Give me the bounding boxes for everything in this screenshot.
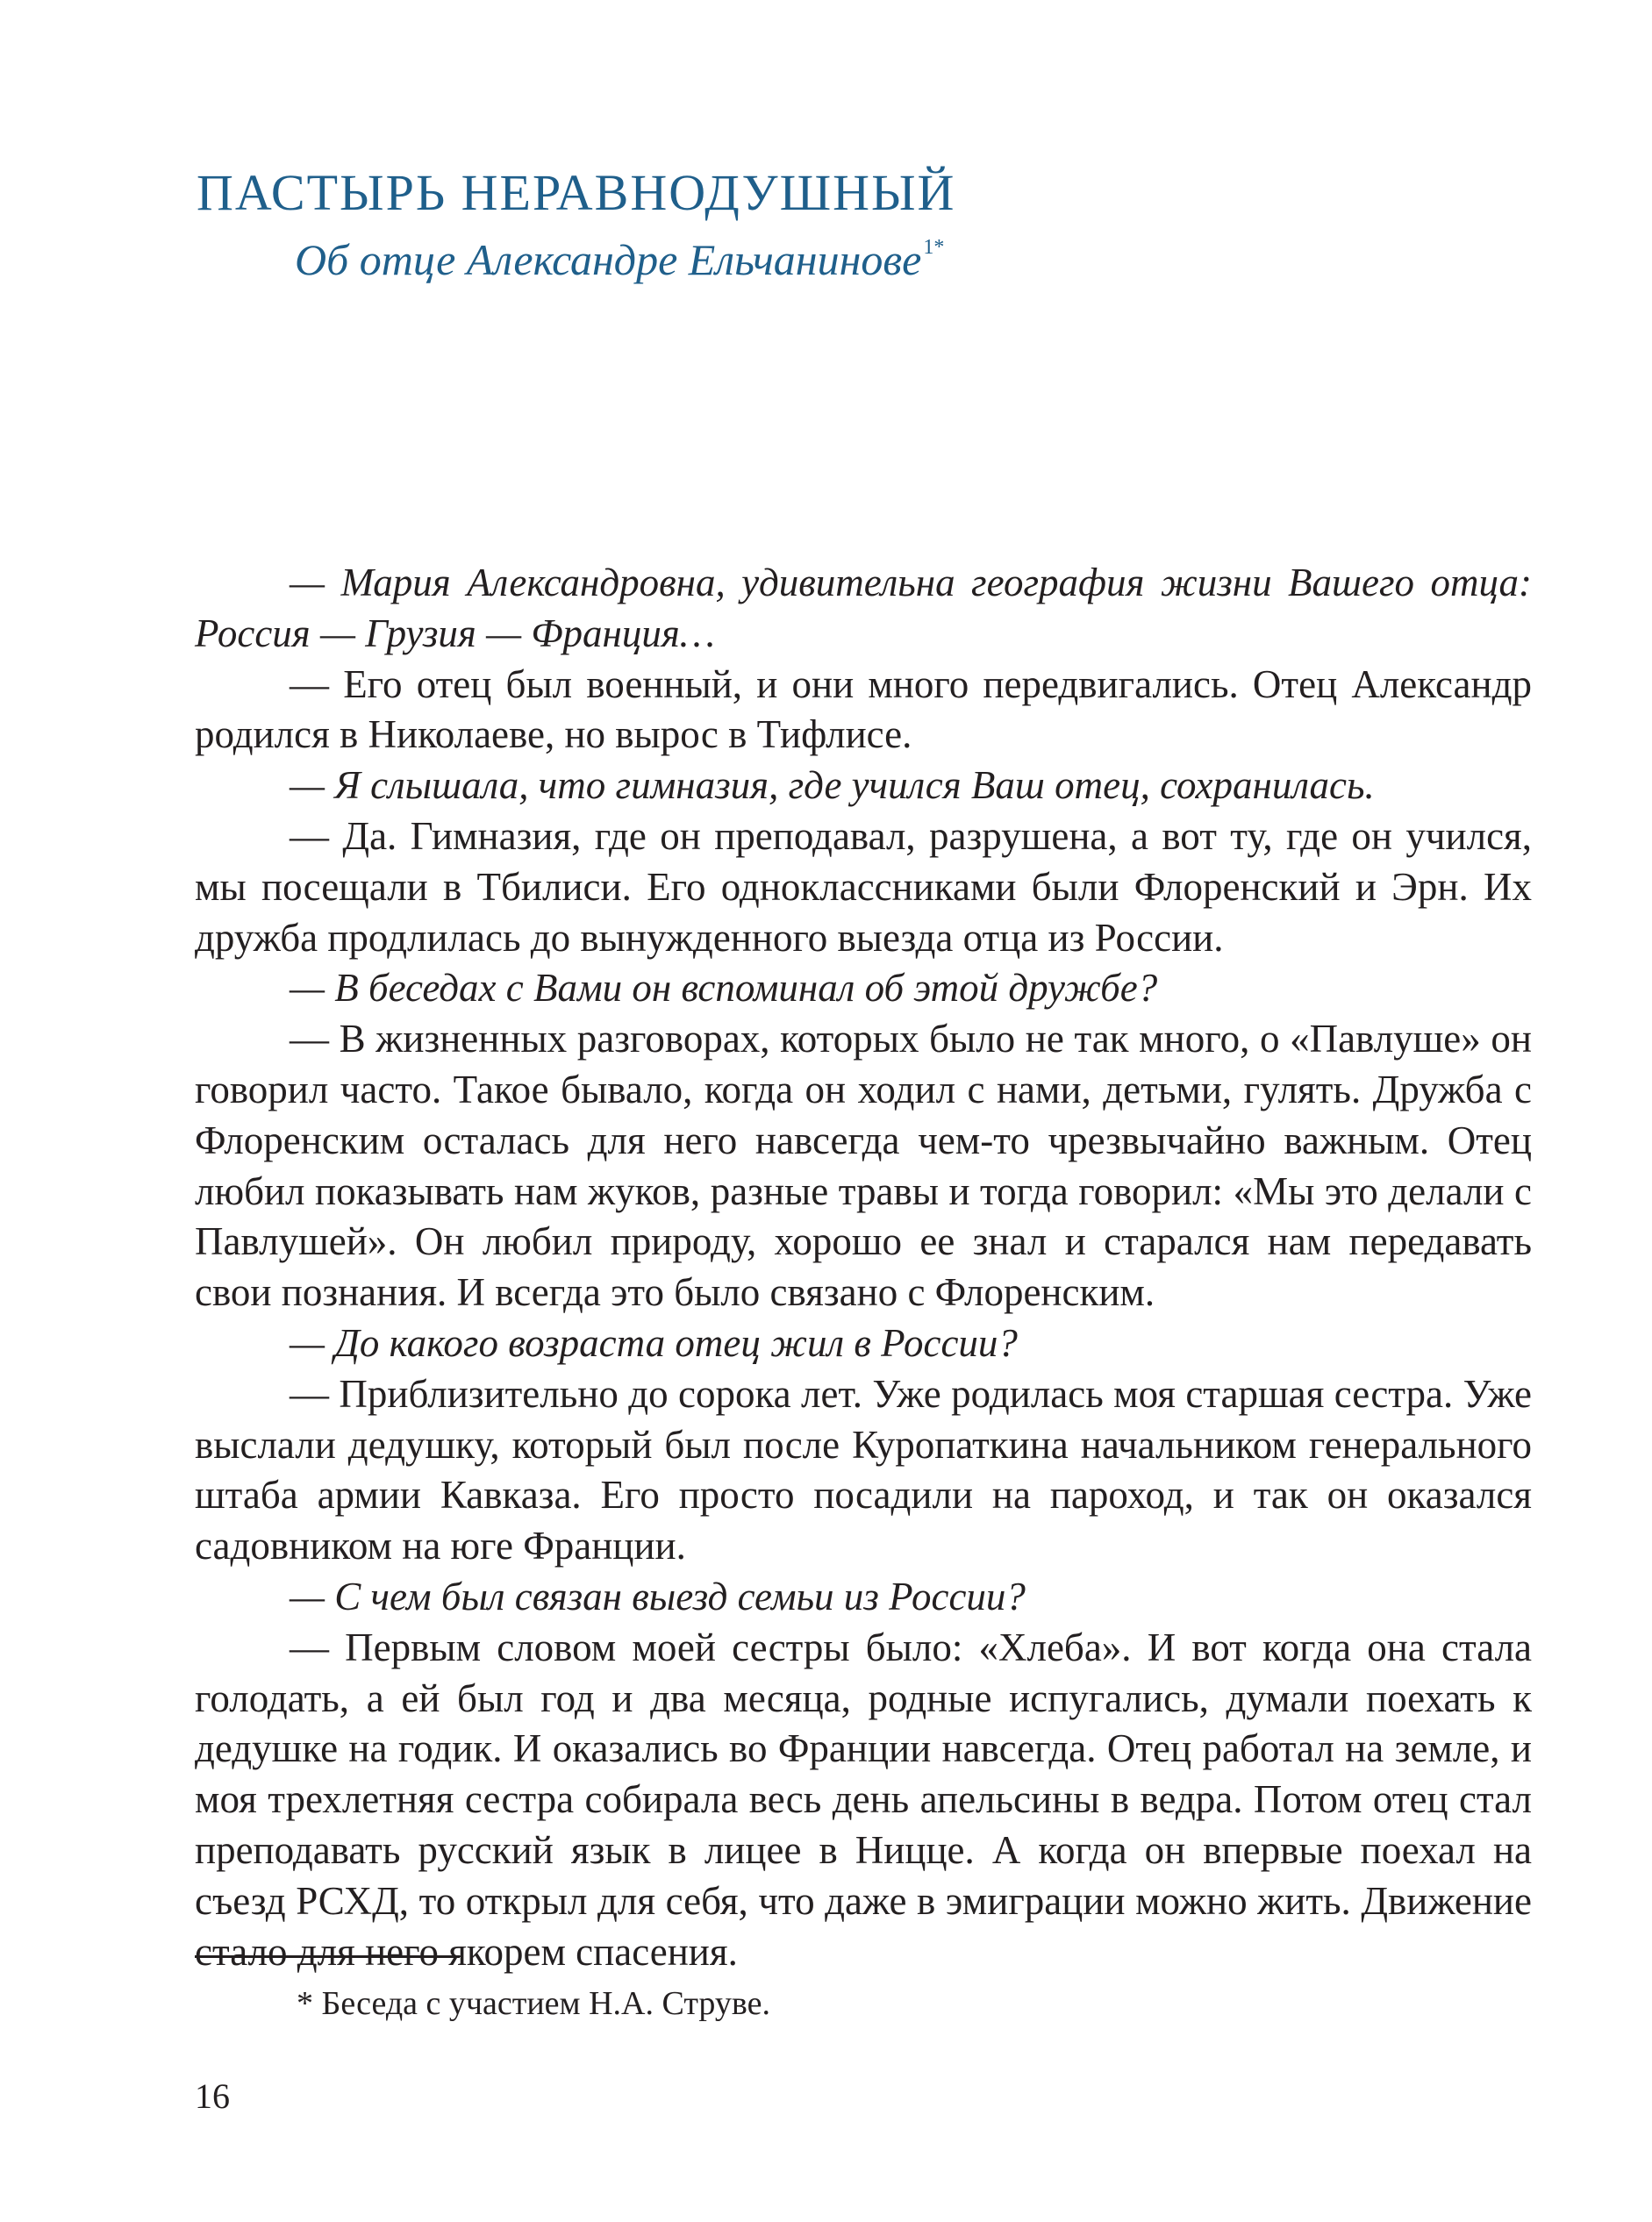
paragraph-answer: — Его отец был военный, и они много передвигались. Отец Александр родился в Николаеве, но вырос в Тифлисе. — [195, 661, 1532, 757]
paragraph-question: — В беседах с Вами он вспоминал об этой дружбе? — [290, 966, 1158, 1011]
paragraph-answer: — Приблизительно до сорока лет. Уже родилась моя старшая сестра. Уже выслали дедушку, который был после Куропаткина начальником генерального штаба армии Кавказа. Его просто посадили на пароход, и так он оказался садовником на юге Франции. — [195, 1371, 1532, 1568]
footnote-divider — [195, 1955, 460, 1958]
chapter-subtitle-text: Об отце Александре Ельчанинове — [295, 235, 922, 284]
paragraph-answer: — В жизненных разговорах, которых было не так много, о «Павлуше» он говорил часто. Такое бывало, когда он ходил с нами, детьми, гулять. Дружба с Флоренским осталась для него навсегда чем-то чрезвычайно важным. Отец любил показывать нам жуков, разные травы и тогда говорил: «Мы это делали с Павлушей». Он любил природу, хорошо ее знал и старался нам передавать свои познания. И всегда это было связано с Флоренским. — [195, 1017, 1532, 1315]
chapter-title: ПАСТЫРЬ НЕРАВНОДУШНЫЙ — [197, 164, 956, 221]
paragraph-answer: — Первым словом моей сестры было: «Хлеба». И вот когда она стала голодать, а ей был год и два месяца, родные испугались, думали поехать к дедушке на годик. И оказались во Франции навсегда. Отец работал на земле, и моя трехлетняя сестра собирала весь день апельсины в ведра. Потом отец стал преподавать русский язык в лицее в Ницце. А когда он впервые поехал на съезд РСХД, то открыл для себя, что даже в эмиграции можно жить. Движение стало для него якорем спасения. — [195, 1625, 1532, 1974]
footnote: * Беседа с участием Н.А. Струве. — [297, 1985, 770, 2022]
paragraph-question: — До какого возраста отец жил в России? — [290, 1320, 1018, 1365]
interview-text — [195, 558, 1532, 1977]
paragraph-answer: — Да. Гимназия, где он преподавал, разрушена, а вот ту, где он учился, мы посещали в Тбилиси. Его одноклассниками были Флоренский и Эрн. Их дружба продлилась до вынужденного выезда отца из России. — [195, 813, 1532, 960]
footnote-marker: 1* — [923, 236, 945, 259]
paragraph-question: — С чем был связан выезд семьи из России? — [290, 1574, 1026, 1618]
paragraph-question: — Мария Александровна, удивительна география жизни Вашего отца: Россия — Грузия — Франция… — [195, 561, 1532, 655]
paragraph-question: — Я слышала, что гимназия, где учился Ваш отец, сохранилась. — [290, 763, 1375, 808]
page-number: 16 — [195, 2076, 230, 2116]
chapter-subtitle — [295, 234, 944, 285]
